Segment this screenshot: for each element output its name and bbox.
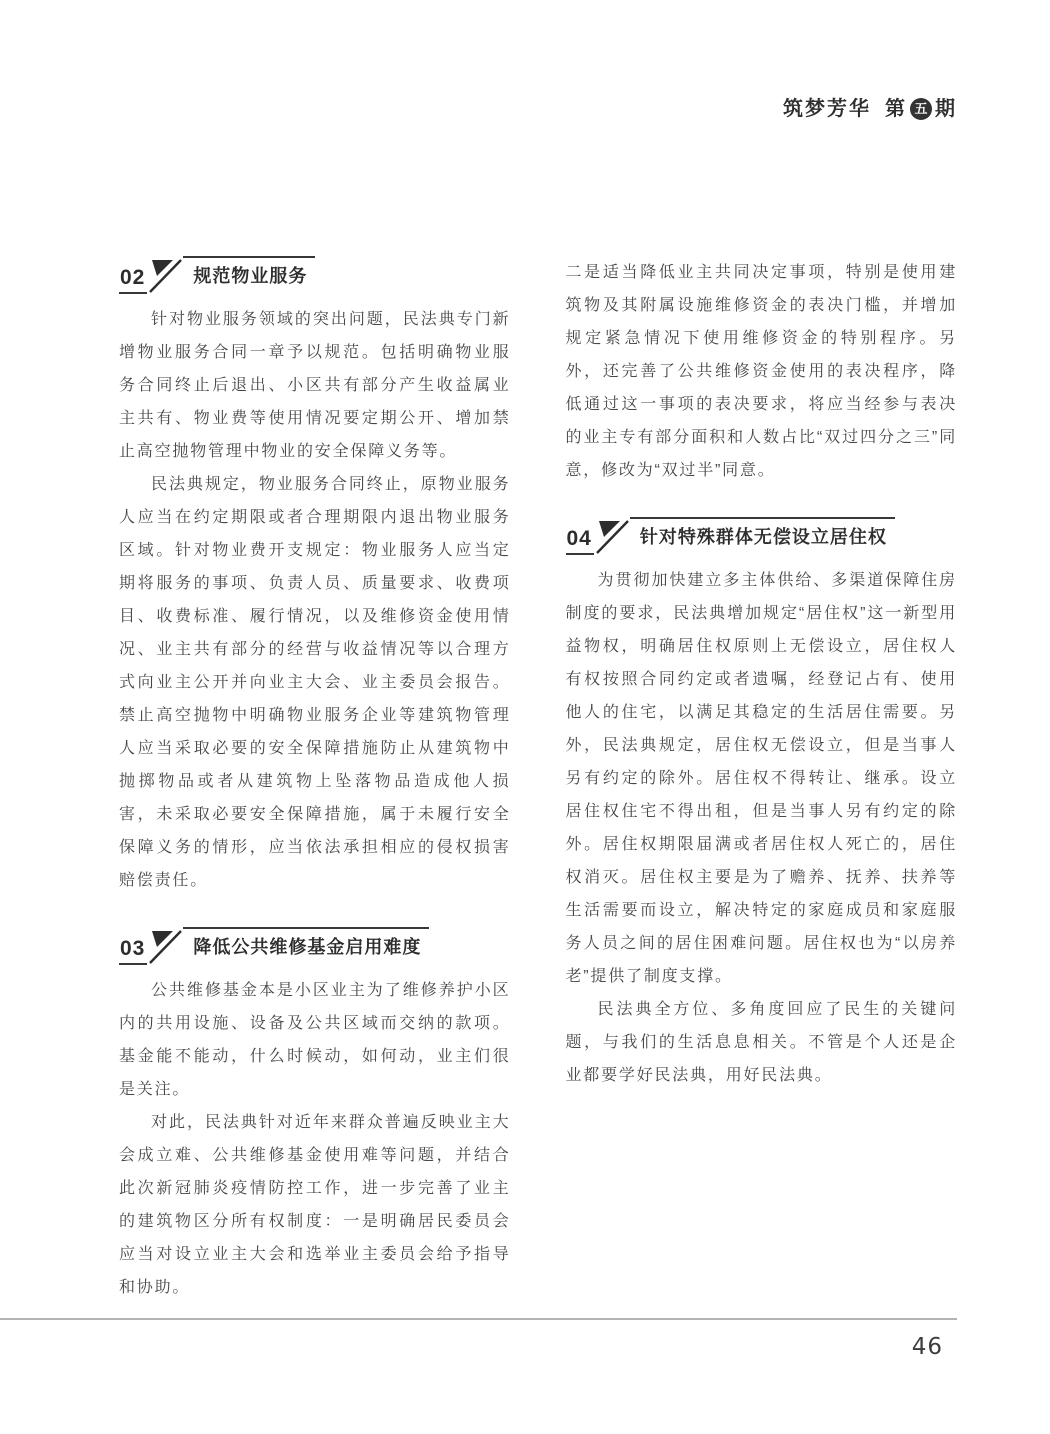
- section-02-heading: [119, 256, 511, 294]
- left-column: [119, 256, 511, 1304]
- section-marker-icon: [147, 927, 183, 965]
- section-02-title: 规范物业服务: [183, 256, 315, 288]
- section-03-number: 03: [119, 938, 147, 965]
- paragraph: 针对物业服务领域的突出问题，民法典专门新增物业服务合同一章予以规范。包括明确物业服务合同终止后退出、小区共有部分产生收益属业主共有、物业费等使用情况要定期公开、增加禁止高空抛物管理中物业的安全保障义务等。: [119, 311, 511, 460]
- page-number: 46: [911, 1334, 943, 1360]
- publication-title: 筑梦芳华: [783, 98, 871, 120]
- section-03-title: 降低公共维修基金启用难度: [183, 927, 429, 959]
- article-body: [119, 256, 957, 1304]
- issue-number-badge-icon: 五: [910, 98, 932, 120]
- paragraph: 为贯彻加快建立多主体供给、多渠道保障住房制度的要求，民法典增加规定“居住权”这一新型用益物权，明确居住权原则上无偿设立，居住权人有权按照合同约定或者遗嘱，经登记占有、使用他人的住宅，以满足其稳定的生活居住需要。另外，民法典规定，居住权无偿设立，但是当事人另有约定的除外。居住权不得转让、继承。设立居住权住宅不得出租，但是当事人另有约定的除外。居住权期限届满或者居住权人死亡的，居住权消灭。居住权主要是为了赡养、抚养、扶养等生活需要而设立，解决特定的家庭成员和家庭服务人员之间的居住困难问题。居住权也为“以房养老”提供了制度支撑。: [565, 572, 957, 985]
- paragraph: 对此，民法典针对近年来群众普遍反映业主大会成立难、公共维修基金使用难等问题，并结合此次新冠肺炎疫情防控工作，进一步完善了业主的建筑物区分所有权制度：一是明确居民委员会应当对设立业主大会和选举业主委员会给予指导和协助。: [119, 1114, 511, 1296]
- issue-label: [885, 97, 957, 121]
- section-marker-icon: [147, 256, 183, 294]
- issue-suffix: 期: [935, 98, 957, 120]
- section-02-number: 02: [119, 267, 147, 294]
- section-marker-icon: [594, 517, 630, 555]
- paragraph: 民法典规定，物业服务合同终止，原物业服务人应当在约定期限或者合理期限内退出物业服务区域。针对物业费开支规定：物业服务人应当定期将服务的事项、负责人员、质量要求、收费项目、收费标准、履行情况，以及维修资金使用情况、业主共有部分的经营与收益情况等以合理方式向业主公开并向业主大会、业主委员会报告。禁止高空抛物中明确物业服务企业等建筑物管理人应当采取必要的安全保障措施防止从建筑物中抛掷物品或者从建筑物上坠落物品造成他人损害，未采取必要安全保障措施，属于未履行安全保障义务的情形，应当依法承担相应的侵权损害赔偿责任。: [119, 476, 511, 889]
- section-04-number: 04: [566, 528, 594, 555]
- issue-prefix: 第: [885, 98, 907, 120]
- footer-rule: [0, 1318, 957, 1320]
- section-04-heading: [566, 517, 958, 555]
- section-03-heading: [119, 927, 511, 965]
- section-04-title: 针对特殊群体无偿设立居住权: [630, 517, 895, 549]
- right-column: [566, 256, 958, 1304]
- paragraph: 民法典全方位、多角度回应了民生的关键问题，与我们的生活息息相关。不管是个人还是企业都要学好民法典，用好民法典。: [565, 1001, 957, 1084]
- paragraph: 公共维修基金本是小区业主为了维修养护小区内的共用设施、设备及公共区域而交纳的款项。基金能不能动，什么时候动，如何动，业主们很是关注。: [119, 982, 511, 1098]
- page-header: [783, 97, 957, 121]
- paragraph: 二是适当降低业主共同决定事项，特别是使用建筑物及其附属设施维修资金的表决门槛，并增加规定紧急情况下使用维修资金的特别程序。另外，还完善了公共维修资金使用的表决程序，降低通过这一事项的表决要求，将应当经参与表决的业主专有部分面积和人数占比“双过四分之三”同意，修改为“双过半”同意。: [565, 264, 957, 479]
